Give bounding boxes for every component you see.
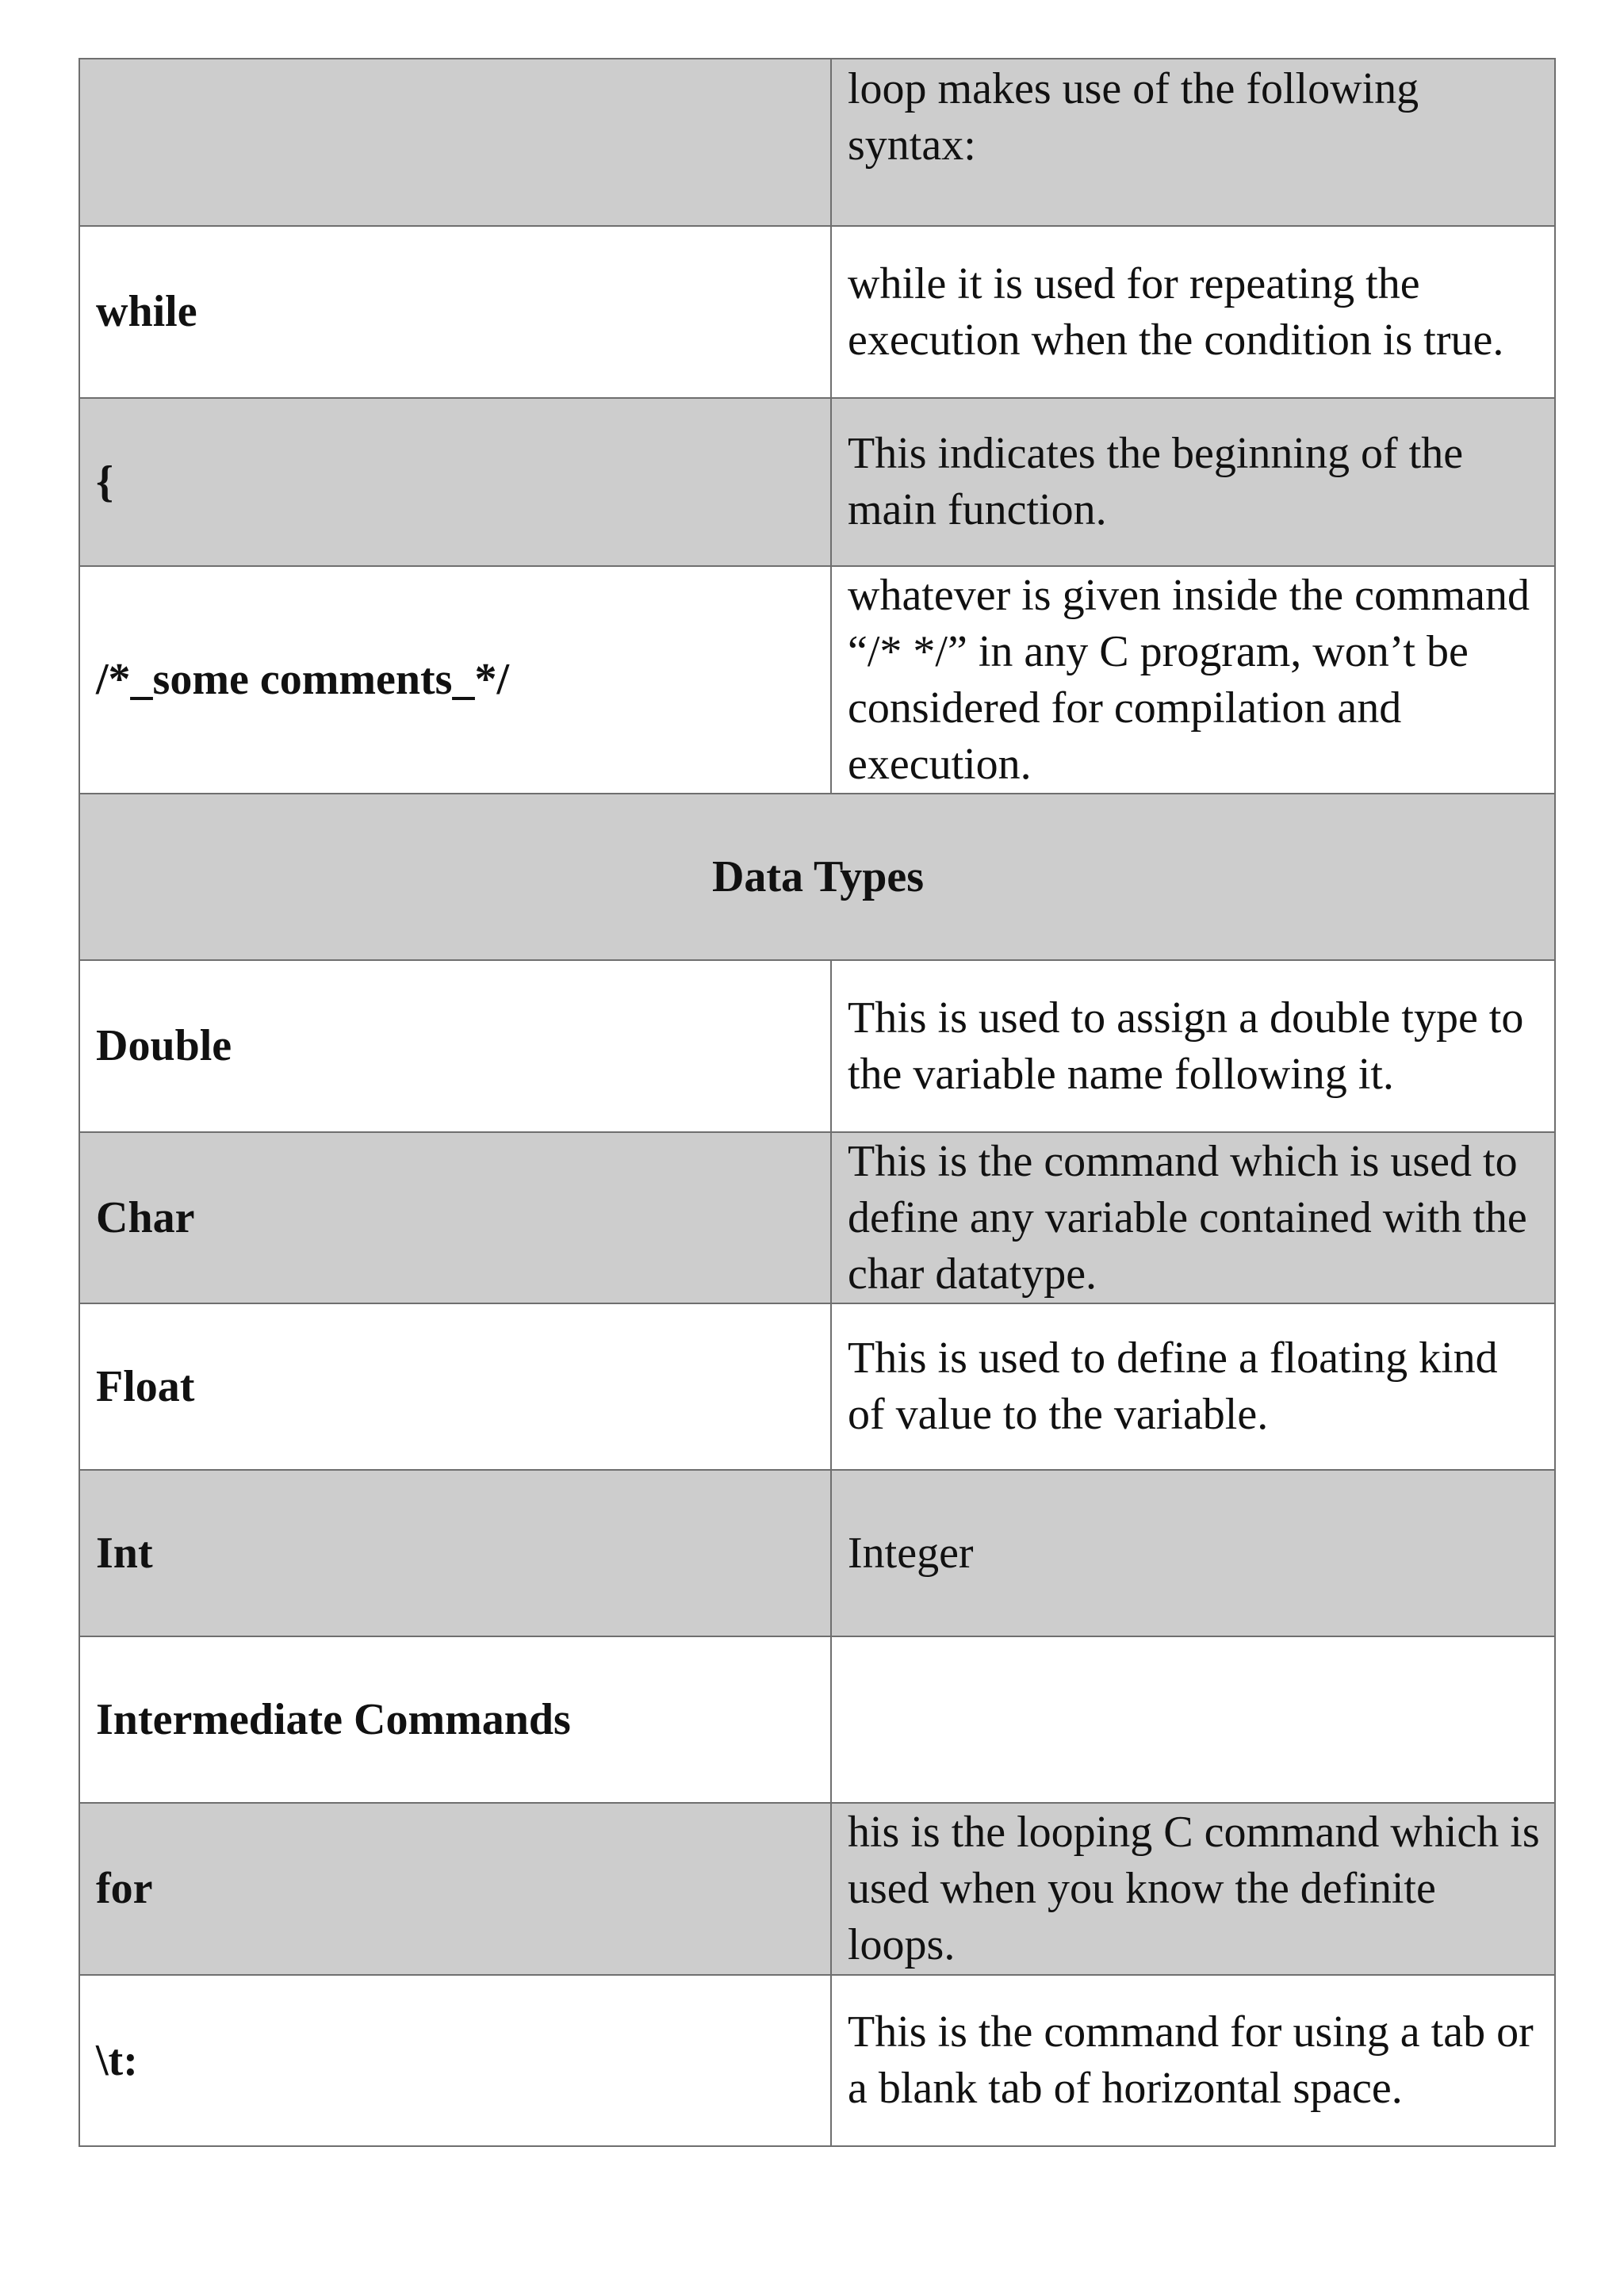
commands-table — [79, 58, 1556, 2147]
command-name-cell — [79, 59, 831, 226]
command-name-cell: while — [79, 226, 831, 398]
command-description-cell: This is used to define a floating kind of value to the variable. — [831, 1303, 1555, 1470]
command-description-cell: whatever is given inside the command “/* */” in any C program, won’t be considered for compilation and execution. — [831, 566, 1555, 794]
table-row — [79, 1803, 1555, 1975]
command-name-cell: /*_some comments_*/ — [79, 566, 831, 794]
command-name-cell: Float — [79, 1303, 831, 1470]
command-description-cell: This is the command for using a tab or a blank tab of horizontal space. — [831, 1975, 1555, 2146]
command-description-cell — [831, 1636, 1555, 1803]
table-row — [79, 1636, 1555, 1803]
table-row — [79, 398, 1555, 566]
command-description-cell: Integer — [831, 1470, 1555, 1636]
table-row — [79, 1470, 1555, 1636]
table-row — [79, 566, 1555, 794]
command-name-cell: Double — [79, 960, 831, 1132]
table-row — [79, 960, 1555, 1132]
table-row — [79, 1132, 1555, 1303]
section-header-data-types: Data Types — [79, 794, 1555, 960]
table-row — [79, 226, 1555, 398]
table-row — [79, 1303, 1555, 1470]
table-row — [79, 59, 1555, 226]
command-description-cell: while it is used for repeating the execution when the condition is true. — [831, 226, 1555, 398]
table-row — [79, 794, 1555, 960]
command-name-cell: for — [79, 1803, 831, 1975]
command-description-cell: loop makes use of the following syntax: — [831, 59, 1555, 226]
command-description-cell: his is the looping C command which is used when you know the definite loops. — [831, 1803, 1555, 1975]
command-name-cell: \t: — [79, 1975, 831, 2146]
command-name-cell: { — [79, 398, 831, 566]
command-description-cell: This indicates the beginning of the main function. — [831, 398, 1555, 566]
command-description-cell: This is used to assign a double type to the variable name following it. — [831, 960, 1555, 1132]
command-name-cell: Intermediate Commands — [79, 1636, 831, 1803]
command-name-cell: Char — [79, 1132, 831, 1303]
table-row — [79, 1975, 1555, 2146]
command-name-cell: Int — [79, 1470, 831, 1636]
command-description-cell: This is the command which is used to define any variable contained with the char datatype. — [831, 1132, 1555, 1303]
